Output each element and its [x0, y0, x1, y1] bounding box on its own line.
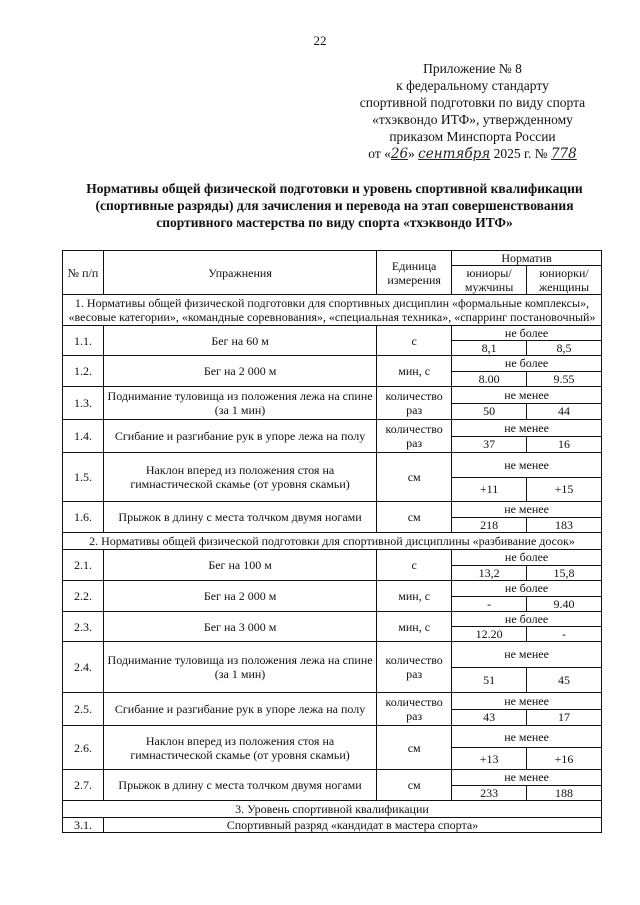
- unit: мин, с: [377, 356, 452, 387]
- standards-table: [62, 250, 602, 833]
- handwritten-day: 26: [390, 146, 409, 162]
- exercise-name: Бег на 3 000 м: [103, 612, 376, 642]
- value-women: 15,8: [527, 565, 602, 581]
- handwritten-month: сентября: [418, 146, 491, 162]
- value-men: 12.20: [452, 627, 527, 642]
- exercise-name: Прыжок в длину с места толчком двумя ногами: [103, 770, 376, 801]
- section-row: [63, 801, 602, 818]
- section-title: 2. Нормативы общей физической подготовки для спортивной дисциплины «разбивание досок»: [63, 533, 602, 550]
- value-men: 37: [452, 436, 527, 453]
- norm-type: не более: [452, 550, 602, 566]
- table-row: [63, 550, 602, 566]
- value-men: 13,2: [452, 565, 527, 581]
- unit: мин, с: [377, 612, 452, 642]
- norm-type: не менее: [452, 453, 602, 478]
- value-men: 8,1: [452, 341, 527, 356]
- unit: количество раз: [377, 693, 452, 726]
- row-number: 1.6.: [63, 502, 104, 533]
- unit: количество раз: [377, 420, 452, 453]
- exercise-name: Прыжок в длину с места толчком двумя ногами: [103, 502, 376, 533]
- table-row: [63, 420, 602, 437]
- value-men: 218: [452, 517, 527, 533]
- table-row: [63, 356, 602, 372]
- norm-type: не менее: [452, 502, 602, 518]
- exercise-name: Бег на 100 м: [103, 550, 376, 581]
- value-women: 44: [527, 403, 602, 420]
- row-number: 2.5.: [63, 693, 104, 726]
- row-number: 2.3.: [63, 612, 104, 642]
- unit: с: [377, 550, 452, 581]
- value-men: +13: [452, 748, 527, 770]
- row-number: 2.1.: [63, 550, 104, 581]
- value-women: +15: [527, 477, 602, 502]
- appendix-line: Приложение № 8: [423, 61, 522, 76]
- exercise-name: Бег на 2 000 м: [103, 581, 376, 612]
- exercise-name: Сгибание и разгибание рук в упоре лежа на полу: [103, 693, 376, 726]
- approval-date-line: [330, 145, 615, 163]
- unit: с: [377, 326, 452, 356]
- row-number: 2.6.: [63, 726, 104, 770]
- section-row: [63, 295, 602, 326]
- appendix-line: «тхэквондо ИТФ», утвержденному: [372, 112, 573, 127]
- date-prefix: от «: [368, 146, 391, 161]
- header-women: юниорки/ женщины: [527, 266, 602, 295]
- norm-type: не менее: [452, 387, 602, 404]
- appendix-line: спортивной подготовки по виду спорта: [359, 95, 586, 110]
- norm-type: не менее: [452, 726, 602, 748]
- header-num: № п/п: [63, 251, 104, 295]
- value-women: 16: [527, 436, 602, 453]
- header-norm: Норматив: [452, 251, 602, 266]
- norm-type: не менее: [452, 693, 602, 710]
- row-number: 1.2.: [63, 356, 104, 387]
- table-row: [63, 581, 602, 597]
- value-men: -: [452, 596, 527, 612]
- handwritten-order-number: 778: [550, 146, 577, 162]
- value-men: 50: [452, 403, 527, 420]
- appendix-line: приказом Минспорта России: [389, 129, 556, 144]
- table-row: [63, 693, 602, 710]
- qualification-text: Спортивный разряд «кандидат в мастера спорта»: [103, 818, 601, 833]
- section-title: 1. Нормативы общей физической подготовки для спортивных дисциплин «формальные комплексы», «весовые категории», «командные соревнования», «специальная техника», «спарринг постановочный»: [63, 295, 602, 326]
- value-women: 9.40: [527, 596, 602, 612]
- exercise-name: Поднимание туловища из положения лежа на спине (за 1 мин): [103, 642, 376, 693]
- appendix-line: к федеральному стандарту: [396, 78, 549, 93]
- norm-type: не более: [452, 581, 602, 597]
- row-number: 1.3.: [63, 387, 104, 420]
- header-men: юниоры/ мужчины: [452, 266, 527, 295]
- norm-type: не менее: [452, 642, 602, 668]
- section-row: [63, 533, 602, 550]
- table-row: [63, 726, 602, 748]
- table-row: [63, 502, 602, 518]
- year-text: 2025 г. №: [493, 146, 548, 161]
- table-row: [63, 326, 602, 341]
- value-women: 188: [527, 785, 602, 801]
- value-men: +11: [452, 477, 527, 502]
- unit: см: [377, 770, 452, 801]
- row-number: 3.1.: [63, 818, 104, 833]
- unit: см: [377, 502, 452, 533]
- value-men: 43: [452, 709, 527, 726]
- table-row: [63, 818, 602, 833]
- value-women: 8,5: [527, 341, 602, 356]
- unit: количество раз: [377, 387, 452, 420]
- value-women: 183: [527, 517, 602, 533]
- unit: количество раз: [377, 642, 452, 693]
- norm-type: не менее: [452, 770, 602, 786]
- value-women: +16: [527, 748, 602, 770]
- exercise-name: Сгибание и разгибание рук в упоре лежа на полу: [103, 420, 376, 453]
- appendix-header: [330, 60, 615, 163]
- exercise-name: Бег на 2 000 м: [103, 356, 376, 387]
- value-women: -: [527, 627, 602, 642]
- norm-type: не более: [452, 612, 602, 627]
- unit: см: [377, 453, 452, 502]
- value-men: 233: [452, 785, 527, 801]
- table-row: [63, 770, 602, 786]
- norm-type: не менее: [452, 420, 602, 437]
- document-title: Нормативы общей физической подготовки и уровень спортивной квалификации (спортивные разряды) для зачисления и перевода на этап совершенствования спортивного мастерства по виду спорта «тхэквондо ИТФ»: [86, 181, 583, 230]
- unit: см: [377, 726, 452, 770]
- value-men: 51: [452, 667, 527, 693]
- date-mid: »: [408, 146, 415, 161]
- exercise-name: Наклон вперед из положения стоя на гимнастической скамье (от уровня скамьи): [103, 726, 376, 770]
- row-number: 2.4.: [63, 642, 104, 693]
- norm-type: не более: [452, 326, 602, 341]
- value-women: 9.55: [527, 371, 602, 387]
- section-title: 3. Уровень спортивной квалификации: [63, 801, 602, 818]
- value-women: 17: [527, 709, 602, 726]
- header-unit: Единица измерения: [377, 251, 452, 295]
- value-men: 8.00: [452, 371, 527, 387]
- table-row: [63, 642, 602, 668]
- row-number: 2.2.: [63, 581, 104, 612]
- norm-type: не более: [452, 356, 602, 372]
- exercise-name: Бег на 60 м: [103, 326, 376, 356]
- table-row: [63, 453, 602, 478]
- header-exercise: Упражнения: [103, 251, 376, 295]
- page-number: 22: [313, 33, 327, 48]
- row-number: 1.1.: [63, 326, 104, 356]
- row-number: 1.5.: [63, 453, 104, 502]
- row-number: 1.4.: [63, 420, 104, 453]
- table-row: [63, 612, 602, 627]
- exercise-name: Поднимание туловища из положения лежа на спине (за 1 мин): [103, 387, 376, 420]
- unit: мин, с: [377, 581, 452, 612]
- row-number: 2.7.: [63, 770, 104, 801]
- exercise-name: Наклон вперед из положения стоя на гимнастической скамье (от уровня скамьи): [103, 453, 376, 502]
- table-row: [63, 387, 602, 404]
- value-women: 45: [527, 667, 602, 693]
